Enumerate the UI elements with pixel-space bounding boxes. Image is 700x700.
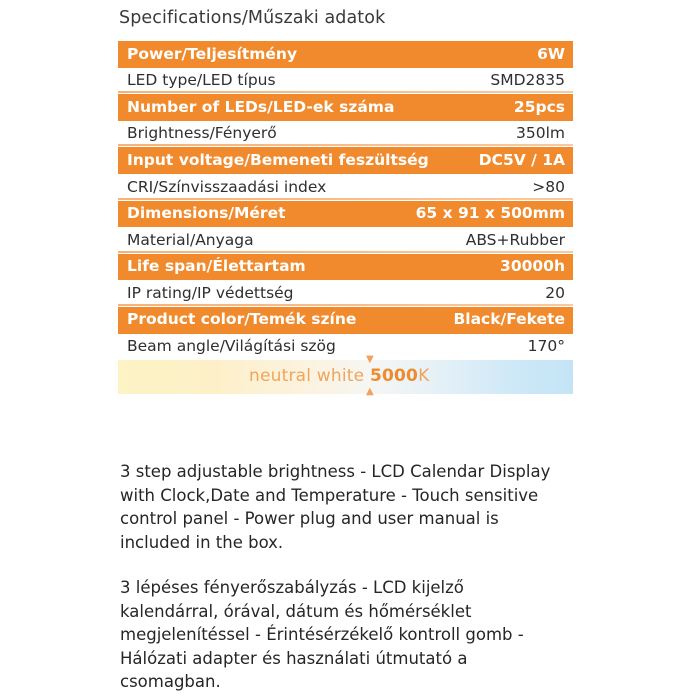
spec-value: ABS+Rubber [465, 230, 565, 249]
spec-row-led-type [118, 68, 573, 95]
color-temperature-label [249, 366, 429, 386]
spec-row-input-voltage [118, 147, 573, 174]
page-title: Specifications/Műszaki adatok [119, 8, 386, 28]
spec-row-life-span [118, 254, 573, 281]
spec-row-number-of-leds [118, 94, 573, 121]
caret-down-icon: ▼ [366, 354, 374, 366]
spec-value: 170° [527, 337, 565, 356]
spec-label: CRI/Színvisszaadási index [127, 177, 327, 196]
spec-label: IP rating/IP védettség [127, 283, 294, 302]
spec-label: Input voltage/Bemeneti feszültség [127, 150, 429, 169]
spec-row-power [118, 41, 573, 68]
spec-label: Power/Teljesítmény [127, 44, 298, 63]
spec-label: LED type/LED típus [127, 71, 276, 90]
spec-value: 30000h [500, 257, 565, 276]
color-temperature-prefix: neutral white [249, 366, 370, 387]
description-hungarian: 3 lépéses fényerőszabályzás - LCD kijelző kalendárral, órával, dátum és hőmérséklet megjelenítéssel - Érintésérzékelő kontroll gomb - Hálózati adapter és használati útmutató a csomagban. [120, 578, 524, 691]
spec-value: 6W [537, 44, 565, 63]
spec-label: Life span/Élettartam [127, 257, 306, 276]
specifications-table [118, 41, 573, 398]
color-temperature-unit: K [418, 366, 430, 387]
spec-label: Product color/Temék színe [127, 310, 357, 329]
spec-value: DC5V / 1A [478, 150, 565, 169]
color-temperature-value: 5000 [369, 366, 419, 387]
spec-label: Brightness/Fényerő [127, 124, 277, 143]
spec-row-beam-angle [118, 334, 573, 361]
spec-value: 20 [545, 283, 565, 302]
spec-value: SMD2835 [490, 71, 565, 90]
spec-value: 25pcs [513, 97, 565, 116]
spec-row-product-color [118, 307, 573, 334]
description-english: 3 step adjustable brightness - LCD Calendar Display with Clock,Date and Temperature - Touch sensitive control panel - Power plug and user manual is included in the box. [120, 462, 551, 552]
spec-label: Beam angle/Világítási szög [127, 337, 336, 356]
spec-label: Material/Anyaga [127, 230, 254, 249]
spec-value: 350lm [516, 124, 565, 143]
caret-up-icon: ▲ [366, 386, 374, 398]
spec-value: Black/Fekete [453, 310, 565, 329]
spec-value: 65 x 91 x 500mm [415, 204, 565, 223]
spec-row-dimensions [118, 201, 573, 228]
spec-row-cri [118, 174, 573, 201]
spec-value: >80 [532, 177, 565, 196]
spec-row-ip-rating [118, 280, 573, 307]
spec-label: Dimensions/Méret [127, 204, 286, 223]
spec-row-brightness [118, 121, 573, 148]
spec-label: Number of LEDs/LED-ek száma [127, 97, 395, 116]
color-temperature-bar [118, 354, 573, 398]
spec-row-material [118, 227, 573, 254]
